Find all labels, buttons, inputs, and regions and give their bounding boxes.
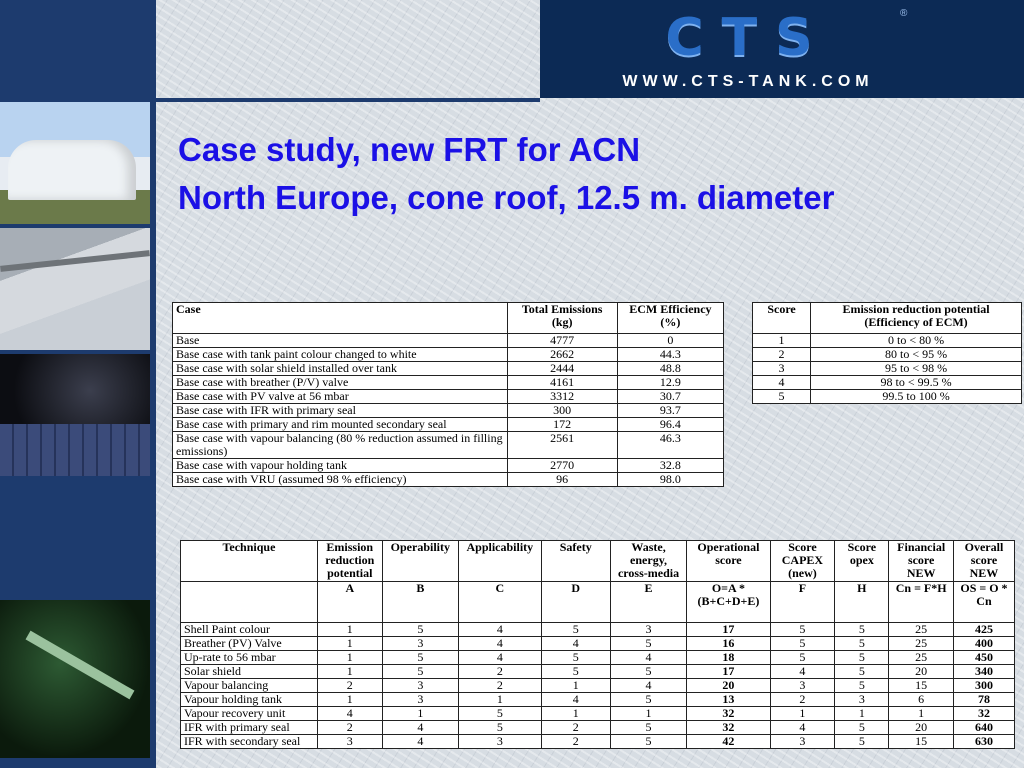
column-subheader: B <box>382 582 458 623</box>
column-subheader: F <box>770 582 835 623</box>
score-value-cell: 1 <box>610 707 687 721</box>
score-value-cell: 13 <box>687 693 770 707</box>
tank-exterior-photo <box>0 102 150 224</box>
pipework-photo <box>0 600 150 758</box>
table-subheader-row <box>181 582 1015 623</box>
ecm-efficiency-cell: 0 <box>617 334 723 348</box>
column-subheader: E <box>610 582 687 623</box>
score-value-cell: 2 <box>317 721 382 735</box>
score-value-cell: 5 <box>382 623 458 637</box>
table-row <box>181 623 1015 637</box>
column-subheader: C <box>459 582 542 623</box>
table-header-row <box>181 541 1015 582</box>
ecm-efficiency-cell: 44.3 <box>617 348 723 362</box>
score-value-cell: 20 <box>889 721 954 735</box>
score-value-cell: 5 <box>459 721 542 735</box>
table-row <box>181 735 1015 749</box>
score-value-cell: 1 <box>382 707 458 721</box>
column-header: Waste, energy, cross-media <box>610 541 687 582</box>
score-value-cell: 5 <box>459 707 542 721</box>
column-subheader <box>181 582 318 623</box>
score-value-cell: 2 <box>459 665 542 679</box>
score-value-cell: 17 <box>687 665 770 679</box>
technique-name-cell: Breather (PV) Valve <box>181 637 318 651</box>
score-value-cell: 5 <box>382 651 458 665</box>
table-row <box>173 404 724 418</box>
table-row <box>753 348 1022 362</box>
reduction-range-cell: 0 to < 80 % <box>811 334 1022 348</box>
score-value-cell: 5 <box>610 693 687 707</box>
column-header: Emission reduction potential <box>317 541 382 582</box>
logo-website: WWW.CTS-TANK.COM <box>622 73 874 90</box>
total-emissions-cell: 96 <box>507 473 617 487</box>
ecm-efficiency-cell: 96.4 <box>617 418 723 432</box>
case-emissions-table <box>172 302 724 487</box>
table-row <box>753 376 1022 390</box>
score-value-cell: 78 <box>953 693 1014 707</box>
score-value-cell: 640 <box>953 721 1014 735</box>
score-value-cell: 1 <box>317 651 382 665</box>
score-value-cell: 1 <box>889 707 954 721</box>
score-value-cell: 450 <box>953 651 1014 665</box>
floating-roof-panels-shape <box>0 424 150 476</box>
table-row <box>173 348 724 362</box>
score-value-cell: 4 <box>770 665 835 679</box>
column-header: Overall score NEW <box>953 541 1014 582</box>
column-header: Safety <box>541 541 610 582</box>
score-value-cell: 4 <box>382 721 458 735</box>
storage-tank-shape <box>8 140 136 200</box>
table-row <box>173 418 724 432</box>
table-header-row <box>753 303 1022 334</box>
table-row <box>173 473 724 487</box>
case-name-cell: Base case with VRU (assumed 98 % efficiency) <box>173 473 508 487</box>
score-value-cell: 25 <box>889 651 954 665</box>
column-subheader: OS = O * Cn <box>953 582 1014 623</box>
score-value-cell: 5 <box>610 665 687 679</box>
technique-name-cell: Solar shield <box>181 665 318 679</box>
cts-logo <box>540 0 1024 98</box>
score-value-cell: 5 <box>541 623 610 637</box>
technique-name-cell: Vapour recovery unit <box>181 707 318 721</box>
case-name-cell: Base case with solar shield installed over tank <box>173 362 508 376</box>
score-value-cell: 18 <box>687 651 770 665</box>
table-row <box>753 362 1022 376</box>
score-value-cell: 15 <box>889 735 954 749</box>
score-value-cell: 5 <box>770 637 835 651</box>
ecm-efficiency-cell: 48.8 <box>617 362 723 376</box>
ecm-efficiency-cell: 46.3 <box>617 432 723 459</box>
slide-subtitle: North Europe, cone roof, 12.5 m. diameter <box>178 179 835 216</box>
table-row <box>181 637 1015 651</box>
score-value-cell: 400 <box>953 637 1014 651</box>
score-value-cell: 5 <box>541 651 610 665</box>
score-cell: 2 <box>753 348 811 362</box>
registered-mark: ® <box>900 8 908 19</box>
column-header: Technique <box>181 541 318 582</box>
column-subheader: A <box>317 582 382 623</box>
score-value-cell: 5 <box>541 665 610 679</box>
score-value-cell: 5 <box>610 721 687 735</box>
table-row <box>173 390 724 404</box>
score-value-cell: 5 <box>835 637 889 651</box>
technique-name-cell: Vapour balancing <box>181 679 318 693</box>
score-value-cell: 1 <box>317 637 382 651</box>
score-value-cell: 32 <box>687 721 770 735</box>
slide-title: Case study, new FRT for ACN <box>178 131 641 168</box>
score-value-cell: 15 <box>889 679 954 693</box>
cts-logo-letters: CTS <box>665 8 831 68</box>
table-row <box>173 334 724 348</box>
table-row <box>181 679 1015 693</box>
score-value-cell: 20 <box>889 665 954 679</box>
score-value-cell: 3 <box>317 735 382 749</box>
case-name-cell: Base case with vapour balancing (80 % reduction assumed in filling emissions) <box>173 432 508 459</box>
score-value-cell: 425 <box>953 623 1014 637</box>
score-value-cell: 5 <box>835 721 889 735</box>
score-value-cell: 42 <box>687 735 770 749</box>
score-value-cell: 4 <box>770 721 835 735</box>
table-row <box>181 707 1015 721</box>
reduction-range-cell: 99.5 to 100 % <box>811 390 1022 404</box>
score-value-cell: 1 <box>459 693 542 707</box>
score-value-cell: 5 <box>835 623 889 637</box>
score-value-cell: 1 <box>317 623 382 637</box>
score-value-cell: 20 <box>687 679 770 693</box>
score-definition-table <box>752 302 1022 404</box>
score-value-cell: 2 <box>541 735 610 749</box>
table-row <box>173 362 724 376</box>
score-value-cell: 4 <box>610 651 687 665</box>
column-header: Operational score <box>687 541 770 582</box>
total-emissions-cell: 2444 <box>507 362 617 376</box>
technique-name-cell: Up-rate to 56 mbar <box>181 651 318 665</box>
score-value-cell: 4 <box>459 637 542 651</box>
column-header: Total Emissions (kg) <box>507 303 617 334</box>
score-value-cell: 4 <box>317 707 382 721</box>
score-value-cell: 2 <box>459 679 542 693</box>
total-emissions-cell: 4161 <box>507 376 617 390</box>
table-row <box>173 376 724 390</box>
case-name-cell: Base case with tank paint colour changed to white <box>173 348 508 362</box>
total-emissions-cell: 172 <box>507 418 617 432</box>
score-value-cell: 5 <box>835 651 889 665</box>
case-table-body <box>173 334 724 487</box>
pipe-shape <box>26 631 135 700</box>
score-value-cell: 3 <box>610 623 687 637</box>
tank-roof-photo <box>0 228 150 350</box>
score-value-cell: 16 <box>687 637 770 651</box>
column-header: Financial score NEW <box>889 541 954 582</box>
score-value-cell: 32 <box>953 707 1014 721</box>
score-cell: 1 <box>753 334 811 348</box>
reduction-range-cell: 80 to < 95 % <box>811 348 1022 362</box>
score-value-cell: 1 <box>541 679 610 693</box>
score-value-cell: 3 <box>770 679 835 693</box>
score-value-cell: 2 <box>317 679 382 693</box>
column-subheader: O=A * (B+C+D+E) <box>687 582 770 623</box>
score-cell: 3 <box>753 362 811 376</box>
column-header: Applicability <box>459 541 542 582</box>
tank-interior-photo <box>0 354 150 476</box>
total-emissions-cell: 300 <box>507 404 617 418</box>
ecm-efficiency-cell: 93.7 <box>617 404 723 418</box>
technique-name-cell: IFR with secondary seal <box>181 735 318 749</box>
table-row <box>181 665 1015 679</box>
frame-horizontal-divider <box>0 98 540 102</box>
column-subheader: Cn = F*H <box>889 582 954 623</box>
score-value-cell: 5 <box>610 735 687 749</box>
column-header: Score CAPEX (new) <box>770 541 835 582</box>
score-value-cell: 3 <box>770 735 835 749</box>
score-value-cell: 3 <box>382 679 458 693</box>
column-subheader: H <box>835 582 889 623</box>
score-value-cell: 3 <box>382 637 458 651</box>
technique-name-cell: Vapour holding tank <box>181 693 318 707</box>
score-value-cell: 630 <box>953 735 1014 749</box>
reduction-range-cell: 98 to < 99.5 % <box>811 376 1022 390</box>
score-value-cell: 25 <box>889 637 954 651</box>
score-value-cell: 4 <box>541 693 610 707</box>
case-name-cell: Base case with vapour holding tank <box>173 459 508 473</box>
score-cell: 4 <box>753 376 811 390</box>
column-header: ECM Efficiency (%) <box>617 303 723 334</box>
table-header-row <box>173 303 724 334</box>
column-header: Score <box>753 303 811 334</box>
technique-name-cell: IFR with primary seal <box>181 721 318 735</box>
score-value-cell: 25 <box>889 623 954 637</box>
table-row <box>181 651 1015 665</box>
score-value-cell: 340 <box>953 665 1014 679</box>
case-name-cell: Base case with IFR with primary seal <box>173 404 508 418</box>
column-header: Score opex <box>835 541 889 582</box>
column-header: Operability <box>382 541 458 582</box>
table-row <box>753 390 1022 404</box>
score-table-body <box>753 334 1022 404</box>
score-value-cell: 2 <box>770 693 835 707</box>
table-row <box>181 693 1015 707</box>
total-emissions-cell: 2770 <box>507 459 617 473</box>
ecm-efficiency-cell: 30.7 <box>617 390 723 404</box>
score-value-cell: 5 <box>835 679 889 693</box>
technique-table-body <box>181 623 1015 749</box>
score-value-cell: 1 <box>317 665 382 679</box>
table-row <box>753 334 1022 348</box>
column-header: Case <box>173 303 508 334</box>
ecm-efficiency-cell: 32.8 <box>617 459 723 473</box>
score-value-cell: 17 <box>687 623 770 637</box>
score-value-cell: 3 <box>835 693 889 707</box>
table-row <box>173 432 724 459</box>
total-emissions-cell: 3312 <box>507 390 617 404</box>
score-value-cell: 4 <box>459 623 542 637</box>
score-value-cell: 5 <box>770 651 835 665</box>
score-value-cell: 1 <box>835 707 889 721</box>
technique-scoring-table <box>180 540 1015 749</box>
score-value-cell: 5 <box>610 637 687 651</box>
score-value-cell: 1 <box>770 707 835 721</box>
column-subheader: D <box>541 582 610 623</box>
score-value-cell: 5 <box>382 665 458 679</box>
score-value-cell: 32 <box>687 707 770 721</box>
ecm-efficiency-cell: 98.0 <box>617 473 723 487</box>
total-emissions-cell: 2662 <box>507 348 617 362</box>
ecm-efficiency-cell: 12.9 <box>617 376 723 390</box>
roof-railing-shape <box>0 250 150 272</box>
total-emissions-cell: 2561 <box>507 432 617 459</box>
case-name-cell: Base case with PV valve at 56 mbar <box>173 390 508 404</box>
score-value-cell: 5 <box>770 623 835 637</box>
total-emissions-cell: 4777 <box>507 334 617 348</box>
score-value-cell: 1 <box>317 693 382 707</box>
score-value-cell: 5 <box>835 735 889 749</box>
score-value-cell: 6 <box>889 693 954 707</box>
score-value-cell: 300 <box>953 679 1014 693</box>
score-value-cell: 4 <box>382 735 458 749</box>
case-name-cell: Base case with primary and rim mounted secondary seal <box>173 418 508 432</box>
score-value-cell: 2 <box>541 721 610 735</box>
frame-vertical-divider <box>152 0 156 768</box>
technique-name-cell: Shell Paint colour <box>181 623 318 637</box>
score-value-cell: 3 <box>382 693 458 707</box>
score-value-cell: 4 <box>541 637 610 651</box>
score-value-cell: 1 <box>541 707 610 721</box>
score-value-cell: 4 <box>459 651 542 665</box>
score-value-cell: 4 <box>610 679 687 693</box>
case-name-cell: Base <box>173 334 508 348</box>
table-row <box>173 459 724 473</box>
table-row <box>181 721 1015 735</box>
reduction-range-cell: 95 to < 98 % <box>811 362 1022 376</box>
score-value-cell: 3 <box>459 735 542 749</box>
column-header: Emission reduction potential (Efficiency of ECM) <box>811 303 1022 334</box>
case-name-cell: Base case with breather (P/V) valve <box>173 376 508 390</box>
score-value-cell: 5 <box>835 665 889 679</box>
score-cell: 5 <box>753 390 811 404</box>
